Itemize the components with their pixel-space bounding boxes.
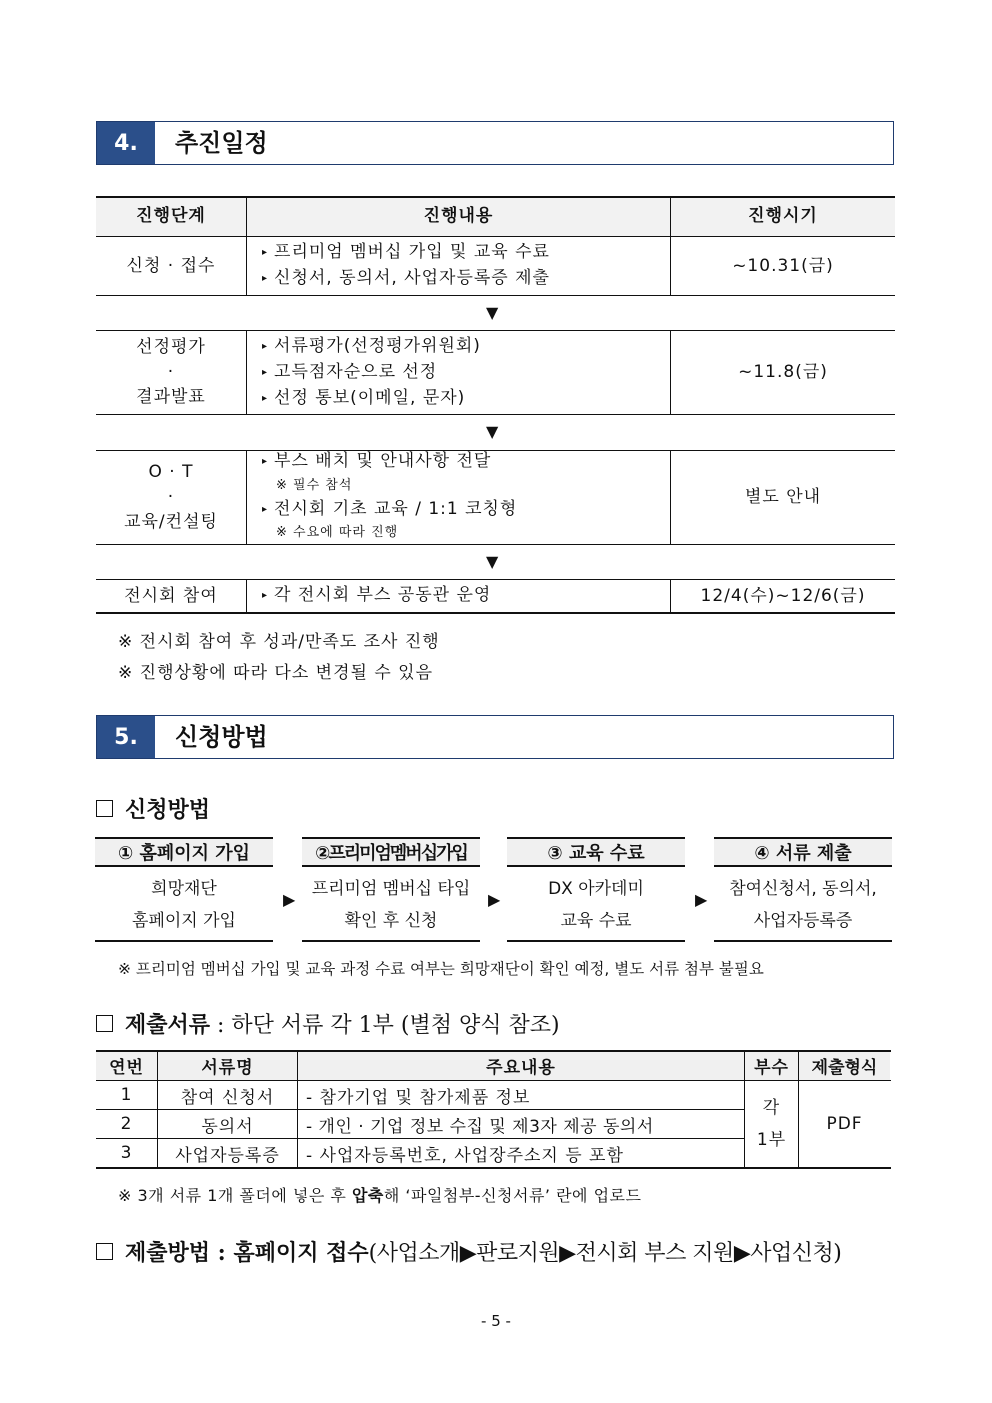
row2-stage: 선정평가 · 결과발표 bbox=[136, 337, 206, 407]
row4-time: 12/4(수)~12/6(금) bbox=[700, 585, 866, 606]
row3-stage: O · T · 교육/컨설팅 bbox=[124, 462, 218, 532]
step-title: ① 홈페이지 가입 bbox=[95, 837, 273, 867]
row2-item: ▸ 선정 통보(이메일, 문자) bbox=[262, 388, 466, 408]
section-5-header bbox=[96, 715, 894, 759]
row2-item: ▸ 서류평가(선정평가위원회) bbox=[262, 336, 481, 356]
down-arrow-icon: ▼ bbox=[486, 303, 499, 322]
header-name: 서류명 bbox=[201, 1058, 254, 1078]
right-arrow-icon: ▶ bbox=[283, 890, 296, 909]
doc-content: - 참가기업 및 참가제품 정보 bbox=[306, 1087, 531, 1108]
header-content: 진행내용 bbox=[423, 206, 494, 226]
doc-content: - 개인 · 기업 정보 수집 및 제3자 제공 동의서 bbox=[306, 1116, 654, 1137]
doc-name: 동의서 bbox=[201, 1116, 254, 1137]
step-title: ②프리미엄멤버십가입 bbox=[302, 837, 480, 867]
row1-time: ~10.31(금) bbox=[732, 255, 834, 276]
header-format: 제출형식 bbox=[811, 1058, 878, 1078]
row3-item: ▸ 부스 배치 및 안내사항 전달 bbox=[262, 451, 492, 471]
checkbox-icon bbox=[96, 1243, 113, 1260]
section-number: 5. bbox=[97, 716, 155, 758]
row2-item: ▸ 고득점자순으로 선정 bbox=[262, 362, 438, 382]
checkbox-icon bbox=[96, 1015, 113, 1032]
header-content: 주요내용 bbox=[486, 1058, 556, 1078]
documents-note: ※ 3개 서류 1개 폴더에 넣은 후 압축해 ‘파일첨부-신청서류’ 란에 업로드 bbox=[118, 1186, 642, 1205]
header-copies: 부수 bbox=[754, 1058, 789, 1078]
right-arrow-icon: ▶ bbox=[695, 890, 708, 909]
header-stage: 진행단계 bbox=[136, 206, 206, 226]
doc-no: 2 bbox=[120, 1114, 133, 1134]
checkbox-icon bbox=[96, 800, 113, 817]
header-no: 연번 bbox=[109, 1058, 144, 1078]
down-arrow-icon: ▼ bbox=[486, 552, 499, 571]
step-body: 프리미엄 멤버십 타입 확인 후 신청 bbox=[302, 870, 480, 942]
page-number: - 5 - bbox=[481, 1312, 511, 1330]
section-title: 추진일정 bbox=[175, 129, 268, 157]
step-body: 희망재단 홈페이지 가입 bbox=[95, 870, 273, 942]
documents-heading: 제출서류 : 하단 서류 각 1부 (별첨 양식 참조) bbox=[96, 1008, 560, 1039]
row3-time: 별도 안내 bbox=[744, 487, 822, 507]
section-4-header bbox=[96, 121, 894, 165]
row1-item: ▸ 프리미엄 멤버십 가입 및 교육 수료 bbox=[262, 242, 550, 262]
row1-item: ▸ 신청서, 동의서, 사업자등록증 제출 bbox=[262, 268, 550, 288]
step-title: ③ 교육 수료 bbox=[507, 837, 685, 867]
doc-no: 3 bbox=[120, 1143, 133, 1163]
apply-note: ※ 프리미엄 멤버십 가입 및 교육 과정 수료 여부는 희망재단이 확인 예정, 별도 서류 첨부 불필요 bbox=[118, 960, 764, 978]
doc-name: 사업자등록증 bbox=[175, 1145, 280, 1166]
row4-stage: 전시회 참여 bbox=[124, 585, 218, 606]
down-arrow-icon: ▼ bbox=[486, 422, 499, 441]
section-number: 4. bbox=[97, 122, 155, 164]
row2-time: ~11.8(금) bbox=[738, 362, 828, 382]
step-body: DX 아카데미 교육 수료 bbox=[507, 870, 685, 942]
doc-no: 1 bbox=[120, 1085, 133, 1105]
step-body: 참여신청서, 동의서, 사업자등록증 bbox=[714, 870, 892, 942]
submit-heading: 제출방법 : 홈페이지 접수 (사업소개▶판로지원▶전시회 부스 지원▶사업신청) bbox=[96, 1236, 841, 1267]
section-title: 신청방법 bbox=[175, 723, 268, 751]
row4-item: ▸ 각 전시회 부스 공동관 운영 bbox=[262, 585, 492, 605]
apply-heading: 신청방법 bbox=[96, 793, 210, 824]
row1-stage: 신청 · 접수 bbox=[126, 255, 216, 276]
header-time: 진행시기 bbox=[748, 206, 818, 226]
row3-subnote: ※ 수요에 따라 진행 bbox=[276, 525, 399, 540]
right-arrow-icon: ▶ bbox=[488, 890, 501, 909]
doc-format: PDF bbox=[826, 1114, 863, 1134]
schedule-note: ※ 진행상황에 따라 다소 변경될 수 있음 bbox=[118, 663, 433, 683]
schedule-note: ※ 전시회 참여 후 성과/만족도 조사 진행 bbox=[118, 632, 440, 652]
row3-item: ▸ 전시회 기초 교육 / 1:1 코칭형 bbox=[262, 499, 518, 519]
doc-copies: 각 1부 bbox=[756, 1098, 787, 1150]
doc-content: - 사업자등록번호, 사업장주소지 등 포함 bbox=[306, 1145, 624, 1166]
step-title: ④ 서류 제출 bbox=[714, 837, 892, 867]
doc-name: 참여 신청서 bbox=[180, 1087, 275, 1108]
row3-subnote: ※ 필수 참석 bbox=[276, 478, 353, 493]
